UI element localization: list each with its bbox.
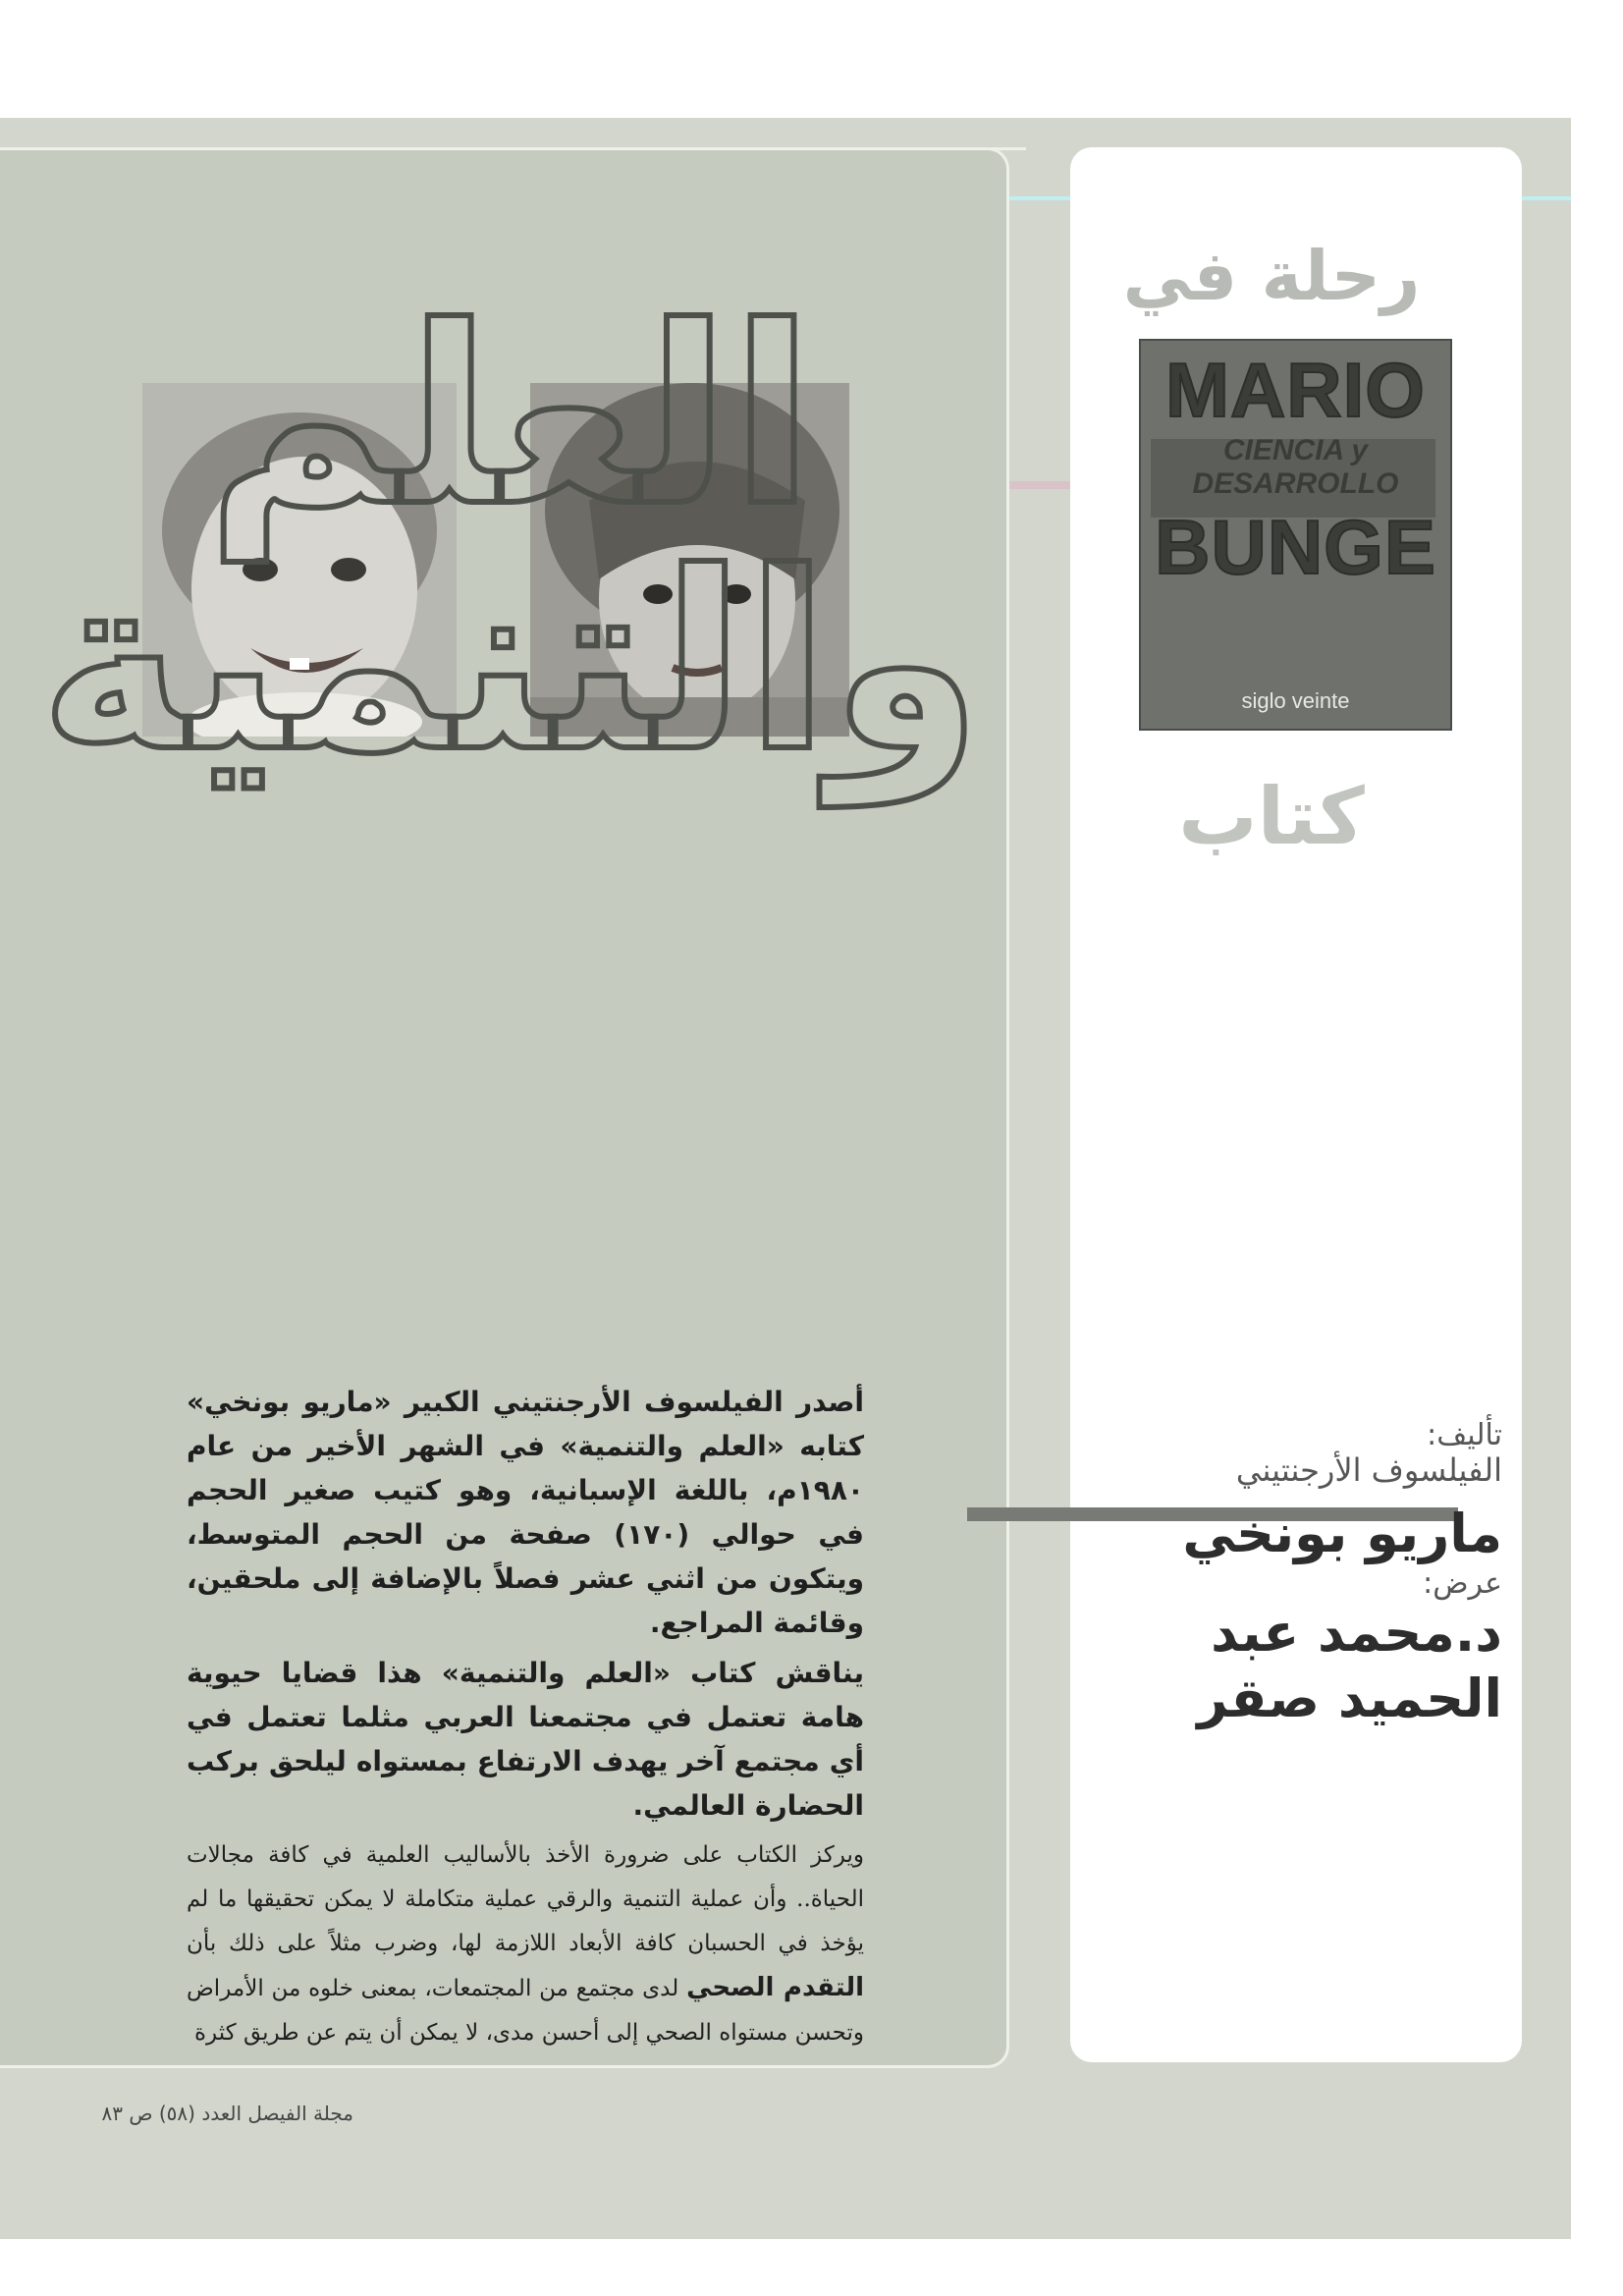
section-label: كتاب — [1178, 771, 1365, 862]
article-paragraph-3 — [187, 1833, 864, 2055]
headline-line1: العلم — [206, 274, 815, 560]
series-title: رحلة في — [1122, 236, 1421, 316]
reviewer-name: د.محمد عبد الحميد صقر — [1197, 1601, 1502, 1730]
article-body — [187, 1380, 864, 2061]
author-name: ماريو بونخي — [1182, 1503, 1502, 1565]
author-role: الفيلسوف الأرجنتيني — [1235, 1451, 1502, 1489]
article-highlight: التقدم الصحي — [686, 1973, 865, 2002]
reviewer-label: عرض: — [1423, 1565, 1502, 1601]
book-subtitle: CIENCIA y DESARROLLO — [1192, 434, 1399, 500]
book-author-last: BUNGE — [1155, 504, 1436, 590]
page-footer: مجلة الفيصل العدد (٥٨) ص ٨٣ — [101, 2102, 353, 2125]
headline — [20, 274, 1001, 805]
article-paragraph-3-end: لدى مجتمع من المجتمعات، بمعنى خلوه من الأمراض وتحسن مستواه الصحي إلى أحسن مدى، لا يمكن أن يتم عن طريق كثرة — [187, 1976, 864, 2046]
article-paragraph-1: أصدر الفيلسوف الأرجنتيني الكبير «ماريو بونخي» كتابه «العلم والتنمية» في الشهر الأخير من عام ١٩٨٠م، باللغة الإسبانية، وهو كتيب صغير الحجم في حوالي (١٧٠) صفحة من الحجم المتوسط، ويتكون من اثني عشر فصلاً بالإضافة إلى ملحقين، وقائمة المراجع. — [187, 1386, 864, 1639]
credits — [1090, 1419, 1502, 1732]
headline-line2: والتنمية — [38, 519, 983, 805]
article-paragraph-2: يناقش كتاب «العلم والتنمية» هذا قضايا حيوية هامة تعتمل في مجتمعنا العربي مثلما تعتمل في أي مجتمع آخر يهدف الارتفاع بمستواه ليلحق بركب الحضارة العالمي. — [187, 1657, 864, 1822]
book-publisher: siglo veinte — [1241, 688, 1350, 713]
book-author-first: MARIO — [1165, 347, 1426, 433]
article-paragraph-3-start: ويركز الكتاب على ضرورة الأخذ بالأساليب العلمية في كافة مجالات الحياة.. وأن عملية التنمية والرقي عملية متكاملة لا يمكن تحقيقها ما لم يؤخذ في الحسبان كافة الأبعاد اللازمة لها، وضرب مثلاً على ذلك بأن — [187, 1842, 864, 1956]
author-label: تأليف: — [1427, 1418, 1502, 1452]
book-cover — [1139, 339, 1452, 731]
